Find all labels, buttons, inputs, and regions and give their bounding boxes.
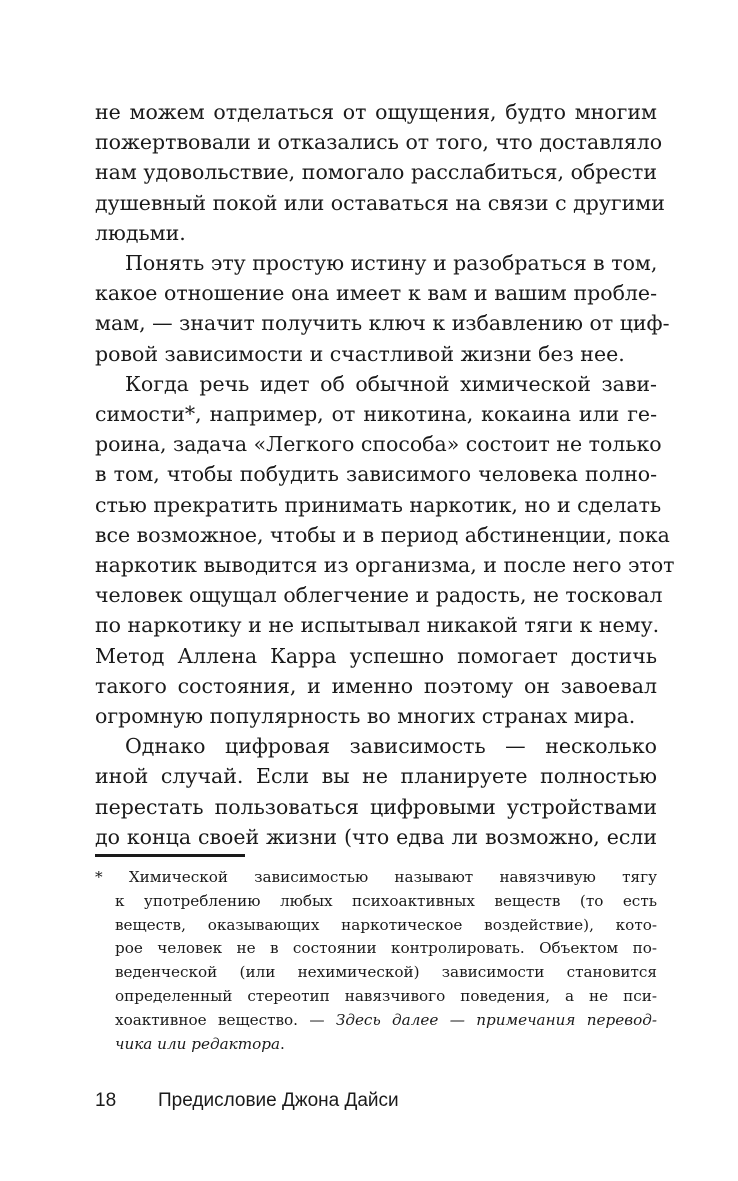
text-line: такого состояния, и именно поэтому он завоевал	[95, 673, 657, 698]
text-line: огромную популярность во многих странах мира.	[95, 704, 636, 729]
footnote-line: веществ, оказывающих наркотическое воздействие), кото-	[115, 915, 657, 934]
footnote-line: к употреблению любых психоактивных веществ (то есть	[115, 891, 657, 910]
text-line: человек ощущал облегчение и радость, не тосковал	[95, 583, 663, 608]
text-line: людьми.	[95, 220, 186, 245]
text-line: Однако цифровая зависимость — несколько	[125, 734, 657, 759]
footnote-line	[95, 1033, 657, 1057]
footnote-line: веденческой (или нехимической) зависимости становится	[115, 963, 657, 982]
text-line: симости*, например, от никотина, кокаина или ге-	[95, 402, 657, 427]
footnote-period: .	[280, 1034, 285, 1053]
translator-note: Здесь далее — примечания перевод-	[335, 1010, 657, 1029]
text-line: роина, задача «Легкого способа» состоит не только	[95, 432, 662, 457]
section-title: Предисловие Джона Дайси	[158, 1090, 399, 1111]
text-line: ровой зависимости и счастливой жизни без нее.	[95, 341, 625, 366]
paragraph-4	[95, 731, 657, 852]
running-footer	[95, 1090, 399, 1112]
text-line: Понять эту простую истину и разобраться в том,	[125, 251, 658, 276]
text-line: какое отношение она имеет к вам и вашим пробле-	[95, 281, 657, 306]
text-line: мам, — значит получить ключ к избавлению от циф-	[95, 311, 670, 336]
text-line: душевный покой или оставаться на связи с другими	[95, 190, 665, 215]
text-line: не можем отделаться от ощущения, будто многим	[95, 100, 657, 124]
paragraph-3	[95, 369, 675, 731]
main-text	[95, 97, 675, 852]
text-line: все возможное, чтобы и в период абстиненции, пока	[95, 522, 670, 547]
text-line: по наркотику и не испытывал никакой тяги к нему.	[95, 613, 660, 638]
text-line: перестать пользоваться цифровыми устройствами	[95, 794, 657, 819]
translator-note: чика или редактора	[115, 1034, 281, 1053]
text-line: иной случай. Если вы не планируете полностью	[95, 764, 657, 789]
page-number: 18	[95, 1090, 117, 1111]
footnote-line: рое человек не в состоянии контролировать. Объектом по-	[115, 939, 657, 958]
text-line: нам удовольствие, помогало расслабиться, обрести	[95, 160, 657, 185]
text-line: в том, чтобы побудить зависимого человека полно-	[95, 462, 657, 487]
text-line: пожертвовали и отказались от того, что доставляло	[95, 130, 663, 155]
text-line: до конца своей жизни (что едва ли возможно, если	[95, 824, 657, 849]
footnote-divider	[95, 854, 245, 857]
text-line: Метод Аллена Карра успешно помогает достичь	[95, 643, 657, 668]
footnote-line	[95, 866, 657, 890]
text-line: стью прекратить принимать наркотик, но и сделать	[95, 492, 662, 517]
footnote-dash: —	[298, 1010, 336, 1029]
footnote-text: Химической зависимостью называют навязчивую тягу	[128, 868, 658, 886]
paragraph-1	[95, 97, 665, 248]
footnote-line: определенный стереотип навязчивого поведения, а не пси-	[115, 986, 657, 1005]
footnote	[95, 866, 657, 1056]
footnote-text: хоактивное вещество.	[115, 1010, 298, 1029]
text-line: Когда речь идет об обычной химической зави-	[125, 371, 657, 396]
paragraph-2	[95, 248, 670, 369]
text-line: наркотик выводится из организма, и после него этот	[95, 553, 675, 578]
footnote-marker: *	[95, 868, 103, 886]
footnote-line	[95, 1009, 657, 1033]
